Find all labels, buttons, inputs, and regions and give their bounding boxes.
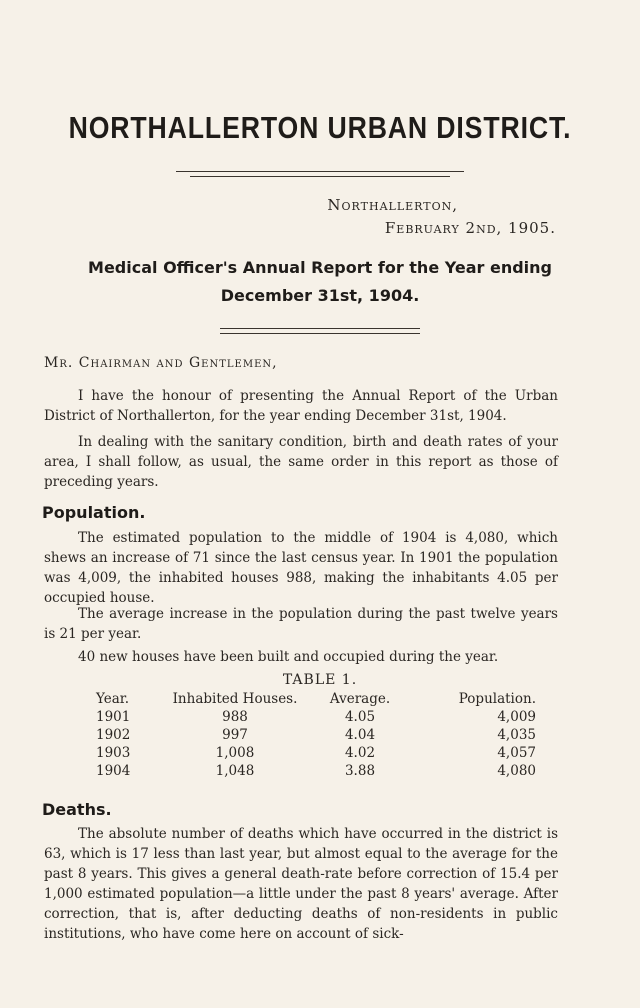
table-cell-population: 4,057	[497, 745, 536, 761]
intro-paragraph-1: I have the honour of presenting the Annual Report of the Urban District of Northallerton, for the year ending December 31st, 1904.	[44, 388, 558, 424]
table-cell-average: 4.04	[344, 727, 376, 743]
heading-rule-bottom	[220, 333, 420, 334]
table-cell-population: 4,035	[497, 727, 536, 743]
table-cell-average: 4.05	[344, 709, 376, 725]
title-rule-bottom	[190, 176, 450, 177]
table-cell-population: 4,009	[497, 709, 536, 725]
table-row	[96, 744, 536, 762]
table-cell-average: 4.02	[344, 745, 376, 761]
population-table	[96, 690, 536, 780]
table-header-year: Year.	[96, 691, 130, 707]
table-row	[96, 762, 536, 780]
table-title: TABLE 1.	[282, 672, 358, 688]
deaths-heading: Deaths.	[42, 800, 112, 819]
table-cell-houses: 997	[222, 727, 248, 743]
population-heading: Population.	[42, 503, 146, 522]
table-row	[96, 726, 536, 744]
population-paragraph-2: The average increase in the population during the past twelve years is 21 per year.	[44, 606, 558, 642]
table-cell-population: 4,080	[497, 763, 536, 779]
table-cell-year: 1901	[96, 709, 131, 725]
table-header-row	[96, 690, 536, 708]
table-cell-houses: 1,048	[215, 763, 255, 779]
table-cell-year: 1903	[96, 745, 131, 761]
table-header-houses: Inhabited Houses.	[172, 691, 298, 707]
table-cell-year: 1904	[96, 763, 131, 779]
table-row	[96, 708, 536, 726]
place-line: Northallerton,	[327, 196, 458, 214]
heading-rule-top	[220, 328, 420, 329]
population-paragraph-1: The estimated population to the middle of 1904 is 4,080, which shews an increase of 71 since the last census year. In 1901 the population was 4,009, the inhabited houses 988, making the inhabitants 4.05 per occupied house.	[44, 530, 558, 606]
title-rule-top	[176, 171, 464, 172]
table-header-average: Average.	[329, 691, 391, 707]
report-heading-line2: December 31st, 1904.	[220, 286, 420, 305]
population-paragraph-3: 40 new houses have been built and occupied during the year.	[78, 649, 499, 665]
table-header-population: Population.	[458, 691, 536, 707]
intro-paragraph-2: In dealing with the sanitary condition, birth and death rates of your area, I shall follow, as usual, the same order in this report as those of preceding years.	[44, 434, 558, 490]
deaths-paragraph: The absolute number of deaths which have occurred in the district is 63, which is 17 less than last year, but almost equal to the average for the past 8 years. This gives a general death-rate before correction of 15.4 per 1,000 estimated population—a little under the past 8 years' average. After correction, that is, after deducting deaths of non-residents in public institutions, who have come here on account of sick-	[44, 826, 558, 942]
table-cell-average: 3.88	[344, 763, 376, 779]
table-cell-year: 1902	[96, 727, 131, 743]
table-cell-houses: 988	[222, 709, 248, 725]
table-cell-houses: 1,008	[215, 745, 255, 761]
report-heading-line1: Medical Officer's Annual Report for the Year ending	[88, 258, 552, 277]
salutation: Mr. Chairman and Gentlemen,	[44, 355, 278, 371]
document-title: NORTHALLERTON URBAN DISTRICT.	[68, 110, 572, 145]
date-line: February 2nd, 1905.	[384, 219, 556, 237]
